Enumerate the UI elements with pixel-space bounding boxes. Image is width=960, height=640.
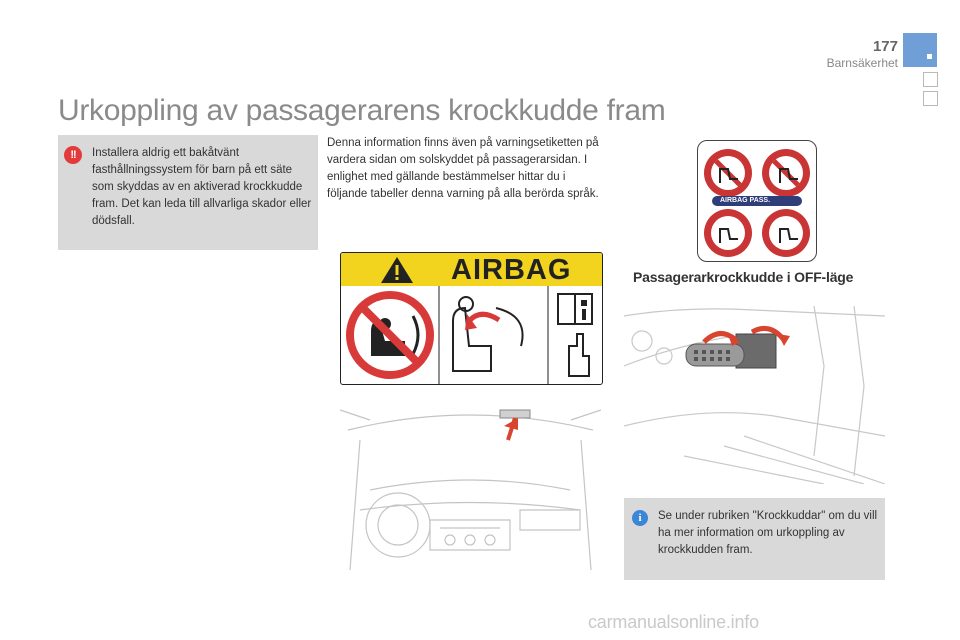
warning-box xyxy=(58,135,318,250)
on-text: ON xyxy=(750,143,765,154)
info-box xyxy=(624,498,885,580)
passenger-airbag-heading: Passagerarkrockkudde i OFF-läge xyxy=(633,269,854,285)
airbag-key-switch-illustration xyxy=(624,306,885,484)
airbag-onoff-label xyxy=(697,140,817,262)
airbag-warning-label xyxy=(340,252,603,385)
chapter-tab-box xyxy=(923,91,938,106)
exclamation-warning-icon: !! xyxy=(64,146,82,164)
page-number: 177 xyxy=(872,38,898,55)
warning-text: Installera aldrig ett bakåtvänt fasthållningssystem för barn på ett säte som skyddas av en aktiverad krockkudde fram. Det kan leda till allvarliga skador eller dödsfall. xyxy=(92,147,312,227)
dashboard-illustration xyxy=(340,400,601,570)
airbag-word: AIRBAG xyxy=(451,254,572,286)
off-text: OFF xyxy=(746,207,766,218)
airbag-label-panels xyxy=(341,286,602,384)
info-icon: i xyxy=(632,510,648,526)
watermark: carmanualsonline.info xyxy=(588,612,759,632)
airbag-pass-text: AIRBAG PASS. xyxy=(720,197,771,204)
info-text: Se under rubriken "Krockkuddar" om du vill ha mer information om urkoppling av krockkudden fram. xyxy=(658,510,878,556)
section-title: Barnsäkerhet xyxy=(826,56,898,70)
page-title: Urkoppling av passagerarens krockkudde fram xyxy=(58,94,666,127)
chapter-tab-marker xyxy=(903,33,937,67)
chapter-tab-box xyxy=(923,72,938,87)
intro-paragraph: Denna information finns även på varningsetiketten på vardera sidan om solskyddet på passagerarsidan. I enlighet med gällande bestämmelser hittar du i följande tabeller denna varning på alla berörda språk. xyxy=(327,137,599,200)
warning-triangle-icon xyxy=(379,255,415,285)
